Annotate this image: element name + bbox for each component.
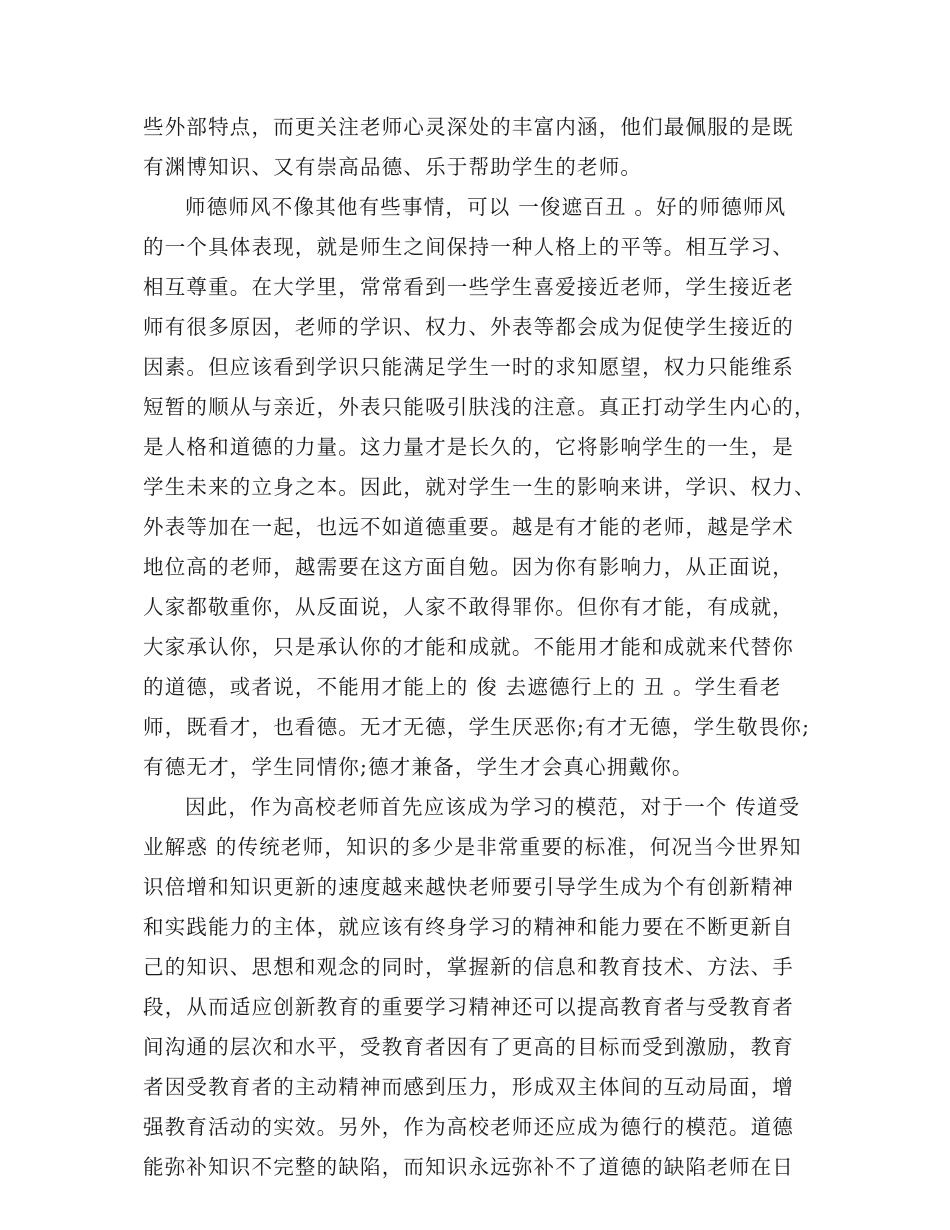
text-line: 者因受教育者的主动精神而感到压力，形成双主体间的互动局面，增 bbox=[143, 1075, 794, 1099]
text-line: 是人格和道德的力量。这力量才是长久的，它将影响学生的一生，是 bbox=[143, 435, 794, 459]
text-line: 段，从而适应创新教育的重要学习精神还可以提高教育者与受教育者 bbox=[143, 995, 794, 1019]
text-line: 大家承认你，只是承认你的才能和成就。不能用才能和成就来代替你 bbox=[143, 635, 794, 659]
paragraph bbox=[143, 107, 823, 187]
text-line: 因此，作为高校老师首先应该成为学习的模范，对于一个 传道受 bbox=[185, 795, 801, 819]
text-line: 学生未来的立身之本。因此，就对学生一生的影响来讲，学识、权力、 bbox=[143, 475, 816, 499]
text-line: 些外部特点，而更关注老师心灵深处的丰富内涵，他们最佩服的是既 bbox=[143, 115, 794, 139]
text-line: 有德无才，学生同情你;德才兼备，学生才会真心拥戴你。 bbox=[143, 755, 694, 779]
text-line: 业解惑 的传统老师，知识的多少是非常重要的标准，何况当今世界知 bbox=[143, 835, 802, 859]
text-line: 强教育活动的实效。另外，作为高校老师还应成为德行的模范。道德 bbox=[143, 1115, 794, 1139]
text-line: 和实践能力的主体，就应该有终身学习的精神和能力要在不断更新自 bbox=[143, 915, 794, 939]
text-line: 因素。但应该看到学识只能满足学生一时的求知愿望，权力只能维系 bbox=[143, 355, 794, 379]
text-line: 师德师风不像其他有些事情，可以 一俊遮百丑 。好的师德师风 bbox=[185, 195, 787, 219]
text-line: 地位高的老师，越需要在这方面自勉。因为你有影响力，从正面说， bbox=[143, 555, 794, 579]
text-line: 间沟通的层次和水平，受教育者因有了更高的目标而受到激励，教育 bbox=[143, 1035, 794, 1059]
text-line: 有渊博知识、又有崇高品德、乐于帮助学生的老师。 bbox=[143, 155, 643, 179]
text-line: 能弥补知识不完整的缺陷，而知识永远弥补不了道德的缺陷老师在日 bbox=[143, 1155, 794, 1179]
paragraph bbox=[143, 787, 823, 1187]
text-line: 识倍增和知识更新的速度越来越快老师要引导学生成为个有创新精神 bbox=[143, 875, 794, 899]
paragraph bbox=[143, 187, 823, 787]
text-line: 师有很多原因，老师的学识、权力、外表等都会成为促使学生接近的 bbox=[143, 315, 794, 339]
text-line: 师，既看才，也看德。无才无德，学生厌恶你;有才无德，学生敬畏你; bbox=[143, 715, 811, 739]
text-line: 人家都敬重你，从反面说，人家不敢得罪你。但你有才能，有成就， bbox=[143, 595, 794, 619]
text-line: 外表等加在一起，也远不如道德重要。越是有才能的老师，越是学术 bbox=[143, 515, 794, 539]
text-line: 的道德，或者说，不能用才能上的 俊 去遮德行上的 丑 。学生看老 bbox=[143, 675, 782, 699]
body-text bbox=[143, 107, 823, 1187]
text-line: 相互尊重。在大学里，常常看到一些学生喜爱接近老师，学生接近老 bbox=[143, 275, 794, 299]
text-line: 的一个具体表现，就是师生之间保持一种人格上的平等。相互学习、 bbox=[143, 235, 794, 259]
text-line: 短暂的顺从与亲近，外表只能吸引肤浅的注意。真正打动学生内心的， bbox=[143, 395, 816, 419]
text-line: 己的知识、思想和观念的同时，掌握新的信息和教育技术、方法、手 bbox=[143, 955, 794, 979]
